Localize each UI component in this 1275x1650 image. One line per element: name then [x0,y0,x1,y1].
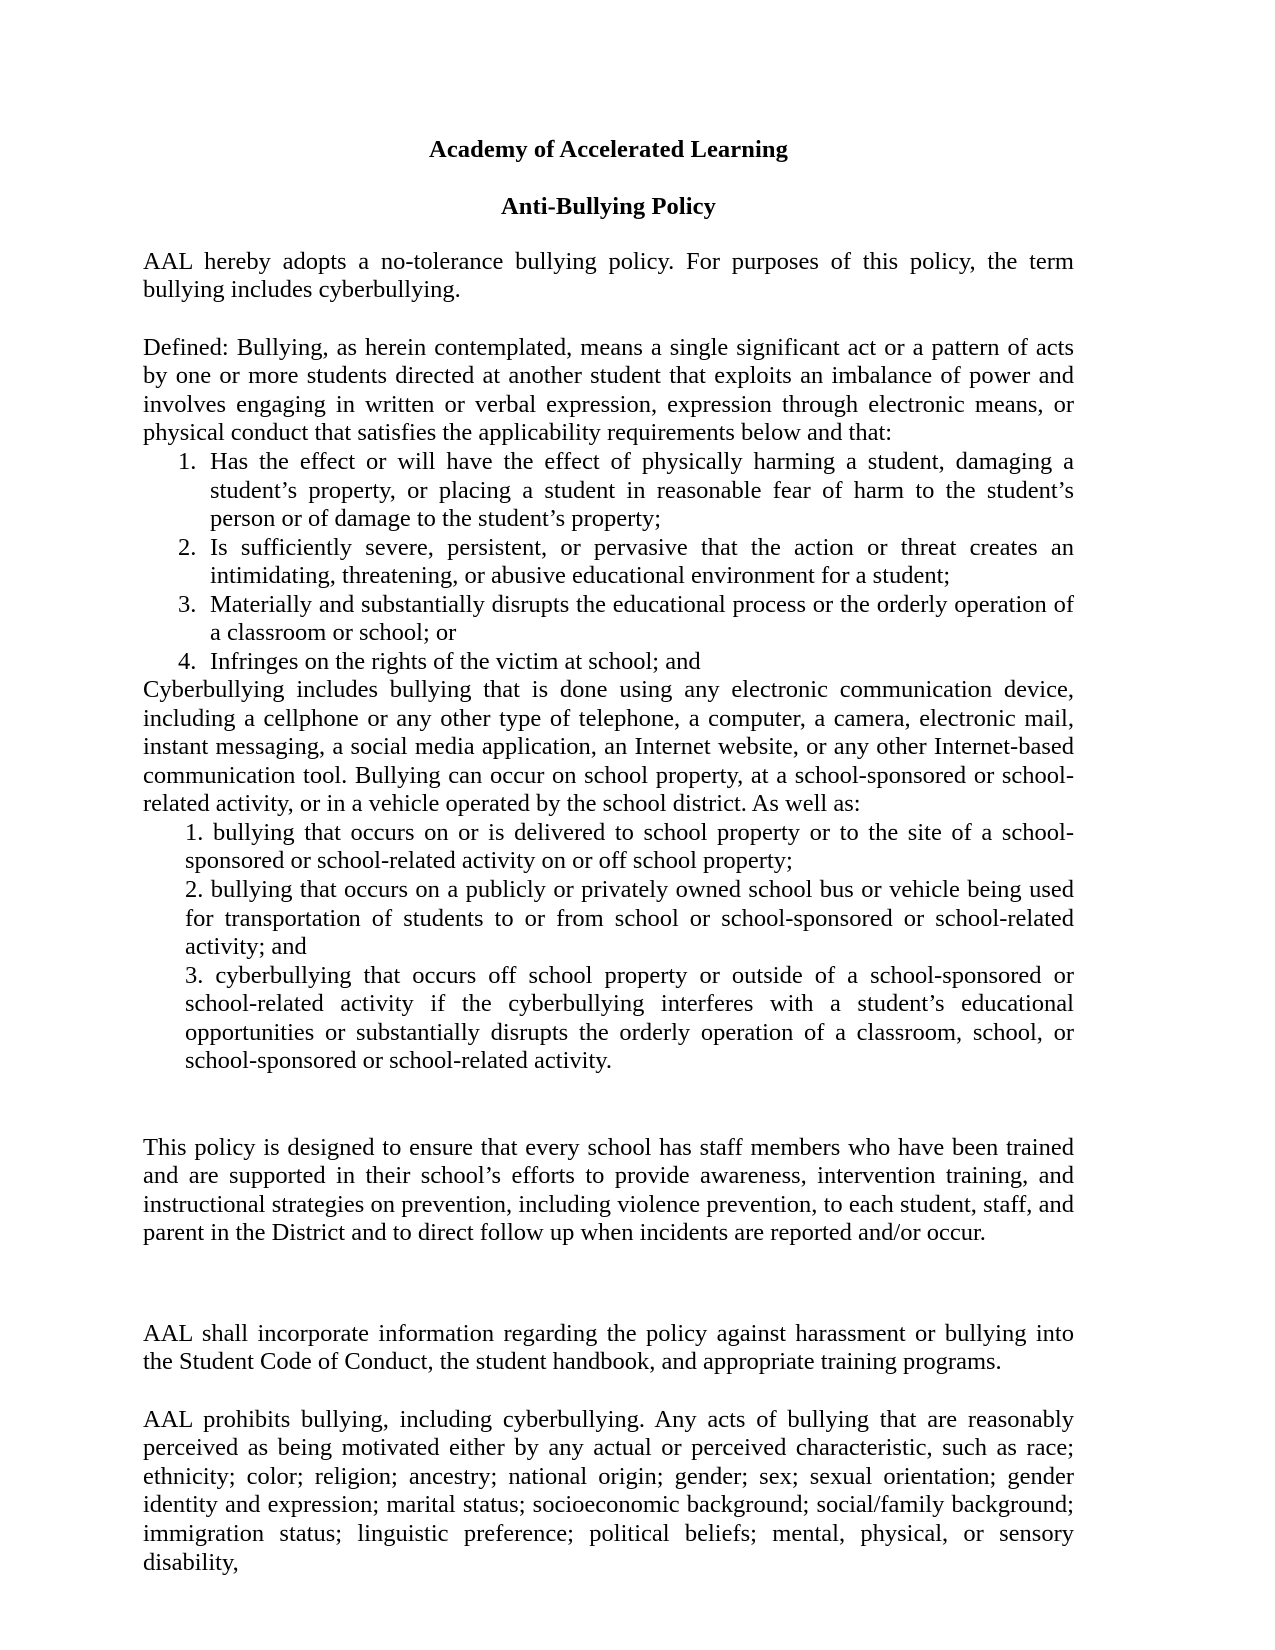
list-item [143,534,1074,591]
list-marker: 2. [178,533,197,561]
cyberbullying-paragraph: Cyberbullying includes bullying that is done using any electronic communication device, including a cellphone or any other type of telephone, a computer, a camera, electronic mail, instant messaging, a social media application, an Internet website, or any other Internet-based communication tool. Bullying can occur on school property, at a school-sponsored or school-related activity, or in a vehicle operated by the school district. As well as: [143,676,1074,818]
list-item [143,591,1074,648]
document-body [143,136,1074,1577]
spacer [143,1248,1074,1320]
list-marker: 3. [178,590,197,618]
list-item [185,962,1074,1076]
spacer [143,1076,1074,1134]
list-marker: 2. [185,875,204,903]
list-item-text: Is sufficiently severe, persistent, or pervasive that the action or threat creates an intimidating, threatening, or abusive educational environment for a student; [210,533,1074,590]
list-item-text: bullying that occurs on a publicly or privately owned school bus or vehicle being used for transportation of students to or from school or school-sponsored or school-related activity; and [185,875,1074,961]
list-item [185,876,1074,962]
list-item [185,819,1074,876]
list-item-text: Has the effect or will have the effect of physically harming a student, damaging a student’s property, or placing a student in reasonable fear of harm to the student’s person or of damage to the student’s property; [210,448,1074,533]
intro-paragraph: AAL hereby adopts a no-tolerance bullying policy. For purposes of this policy, the term bullying includes cyberbullying. [143,247,1074,304]
list-marker: 1. [185,818,204,846]
as-well-as-list [143,819,1074,1076]
list-marker: 1. [178,448,197,475]
spacer [143,222,1074,248]
list-item [143,648,1074,677]
page-subtitle: Anti-Bullying Policy [500,193,717,221]
list-item-text: cyberbullying that occurs off school property or outside of a school-sponsored or school-related activity if the cyberbullying interferes with a student’s educational opportunities or substantially disrupts the orderly operation of a classroom, school, or school-sponsored or school-related activity. [185,961,1075,1075]
criteria-list [143,448,1074,676]
list-item-text: Infringes on the rights of the victim at school; and [210,647,701,675]
design-paragraph: This policy is designed to ensure that every school has staff members who have been trained and are supported in their school’s efforts to provide awareness, intervention training, and instructional strategies on prevention, including violence prevention, to each student, staff, and parent in the District and to direct follow up when incidents are reported and/or occur. [143,1133,1074,1247]
list-item [143,448,1074,534]
spacer [143,305,1074,334]
defined-paragraph: Defined: Bullying, as herein contemplated, means a single significant act or a pattern of acts by one or more students directed at another student that exploits an imbalance of power and involves engaging in written or verbal expression, expression through electronic means, or physical conduct that satisfies the applicability requirements below and that: [143,333,1074,447]
page-title: Academy of Accelerated Learning [429,136,788,163]
list-marker: 3. [185,961,204,989]
incorporate-paragraph: AAL shall incorporate information regarding the policy against harassment or bullying into the Student Code of Conduct, the student handbook, and appropriate training programs. [143,1319,1074,1376]
list-item-text: bullying that occurs on or is delivered to school property or to the site of a school-sponsored or school-related activity on or off school property; [185,818,1075,875]
prohibits-paragraph: AAL prohibits bullying, including cyberbullying. Any acts of bullying that are reasonably perceived as being motivated either by any actual or perceived characteristic, such as race; ethnicity; color; religion; ancestry; national origin; gender; sex; sexual orientation; gender identity and expression; marital status; socioeconomic background; social/family background; immigration status; linguistic preference; political beliefs; mental, physical, or sensory disability, [143,1405,1074,1576]
list-item-text: Materially and substantially disrupts the educational process or the orderly operation of a classroom or school; or [210,590,1074,647]
spacer [143,164,1074,193]
spacer [143,1377,1074,1406]
list-marker: 4. [178,647,197,675]
